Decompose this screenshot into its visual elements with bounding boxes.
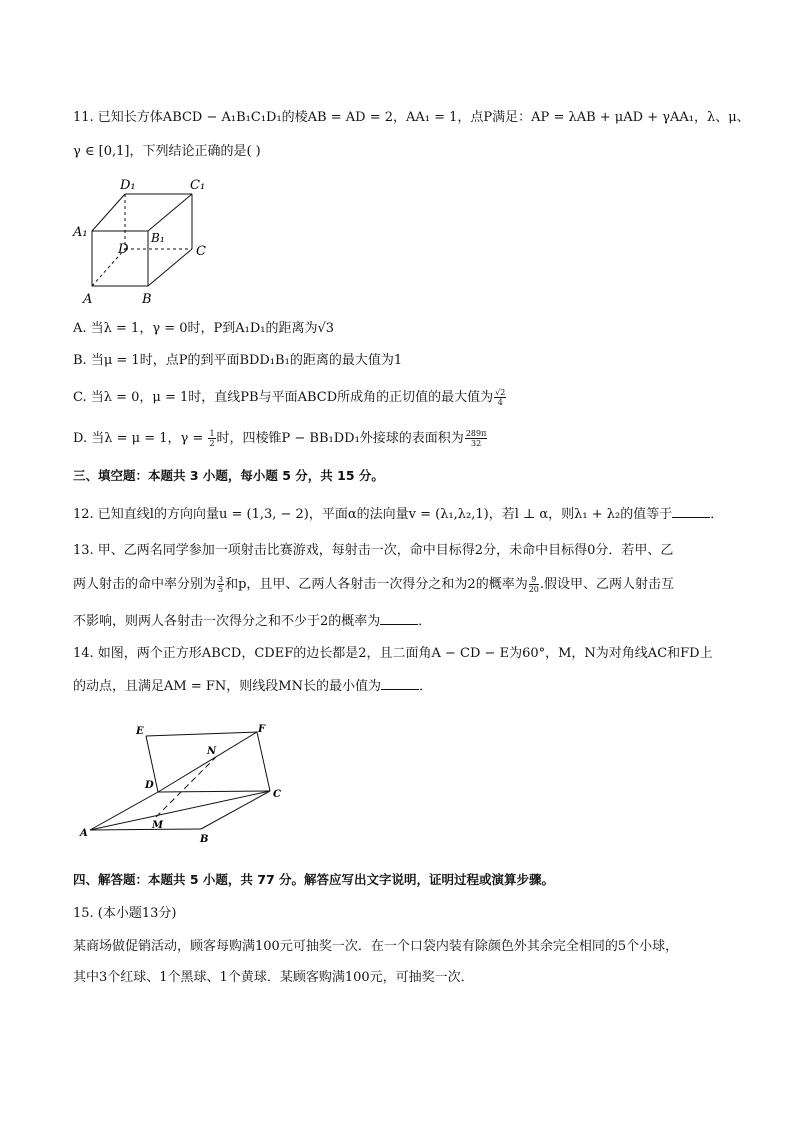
cuboid-figure — [70, 172, 220, 312]
q12-stem: 12. 已知直线l的方向向量u = (1,3, − 2)，平面α的法向量v = (λ₁,λ₂,1)，若l ⊥ α，则λ₁ + λ₂的值等于 ． — [73, 507, 724, 522]
q11-option-d-text1: D. 当λ = μ = 1，γ = — [73, 431, 208, 446]
q11-option-d — [73, 429, 488, 448]
q11-option-b: B. 当μ = 1时，点P的到平面BDD₁B₁的距离的最大值为1 — [73, 353, 403, 368]
label-D: D — [145, 780, 154, 791]
q11-option-c-text: C. 当λ = 0，μ = 1时，直线PB与平面ABCD所成角的正切值的最大值为 — [73, 390, 494, 405]
q11-option-a: A. 当λ = 1，γ = 0时，P到A₁D₁的距离为√3 — [73, 321, 335, 336]
q11-option-c — [73, 388, 507, 407]
label-C1: C₁ — [190, 178, 206, 193]
q11-stem-line2: γ ∈ [0,1]，下列结论正确的是( ) — [73, 144, 261, 159]
q13-fraction-3-5: $\frac{3}{5}$ — [218, 575, 224, 594]
dihedral-squares-figure — [76, 722, 286, 850]
q14-stem-line1: 14. 如图，两个正方形ABCD，CDEF的边长都是2，且二面角A − CD − E为60°，M，N为对角线AC和FD上 — [73, 646, 713, 661]
label-B: B — [200, 834, 209, 845]
section-3-heading: 三、填空题：本题共 3 小题，每小题 5 分，共 15 分。 — [73, 468, 384, 483]
q15-stem-line2: 其中3个红球、1个黑球、1个黄球．某顾客购满100元，可抽奖一次． — [73, 970, 474, 985]
label-A: A — [80, 828, 88, 839]
q13-stem-line3: 不影响，则两人各射击一次得分之和不少于2的概率为 ． — [73, 614, 432, 629]
q11-stem-line1: 11. 已知长方体ABCD − A₁B₁C₁D₁的棱AB = AD = 2，AA₁ = 1，点P满足：AP = λAB + μAD + γAA₁，λ、μ、 — [73, 110, 750, 125]
label-M: M — [152, 820, 164, 831]
label-N: N — [207, 746, 217, 757]
q14-stem-line2: 的动点，且满足AM = FN，则线段MN长的最小值为 ． — [73, 679, 432, 694]
label-A: A — [83, 292, 93, 307]
q14-answer-blank — [381, 677, 419, 690]
q11-option-c-fraction: $\frac{√2}{4}$ — [495, 388, 506, 407]
label-F: F — [258, 724, 266, 735]
label-D: D — [118, 242, 129, 257]
label-B1: B₁ — [151, 231, 165, 245]
label-C: C — [196, 244, 206, 259]
q13-stem-line2: 两人射击的命中率分别为 $\frac{3}{5}$ 和p，且甲、乙两人各射击一次得分之和为2的概率为 $\frac{9}{20}$ .假设甲、乙两人射击互 — [73, 575, 675, 594]
label-D1: D₁ — [120, 178, 136, 193]
q15-stem-line1: 某商场做促销活动，顾客每购满100元可抽奖一次．在一个口袋内装有除颜色外其余完全相同的5个小球， — [73, 939, 679, 954]
q11-option-d-text2: 时，四棱锥P − BB₁DD₁外接球的表面积为 — [216, 431, 464, 446]
q15-heading: 15. (本小题13分) — [73, 906, 177, 921]
label-C: C — [273, 789, 281, 800]
label-B: B — [142, 292, 152, 307]
q13-fraction-9-20: $\frac{9}{20}$ — [528, 575, 539, 594]
q13-answer-blank — [380, 612, 418, 625]
q13-stem-line1: 13. 甲、乙两名同学参加一项射击比赛游戏，每射击一次，命中目标得2分，未命中目标得0分．若甲、乙 — [73, 543, 674, 558]
label-E: E — [136, 726, 144, 737]
q11-option-d-fraction1: $\frac{1}{2}$ — [209, 429, 215, 448]
label-A1: A₁ — [73, 225, 88, 240]
q11-option-d-fraction2: $\frac{289\pi}{32}$ — [465, 429, 487, 448]
q12-text: 12. 已知直线l的方向向量u = (1,3, − 2)，平面α的法向量v = (λ₁,λ₂,1)，若l ⊥ α，则λ₁ + λ₂的值等于 — [73, 507, 673, 522]
section-4-heading: 四、解答题：本题共 5 小题，共 77 分。解答应写出文字说明，证明过程或演算步骤。 — [73, 872, 555, 887]
q12-answer-blank — [672, 505, 710, 518]
